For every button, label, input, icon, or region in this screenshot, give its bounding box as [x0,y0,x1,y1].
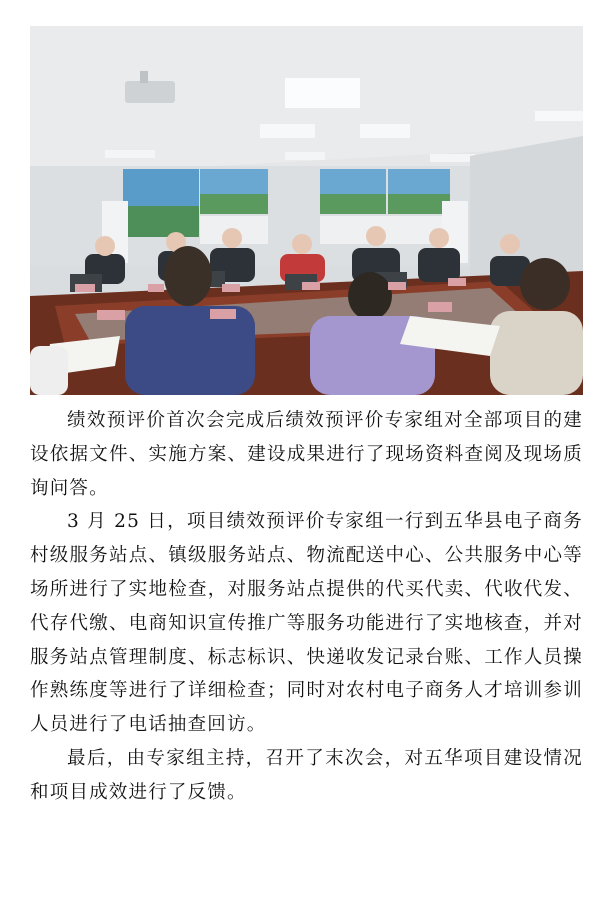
meeting-photo [30,26,583,395]
paragraph-3: 最后，由专家组主持，召开了末次会，对五华项目建设情况和项目成效进行了反馈。 [30,747,583,803]
article-body [30,404,583,810]
paragraph-2: 3 月 25 日，项目绩效预评价专家组一行到五华县电子商务村级服务站点、镇级服务站点、物流配送中心、公共服务中心等场所进行了实地检查，对服务站点提供的代买代卖、代收代发、代存代缴、电商知识宣传推广等服务功能进行了实地核查，并对服务站点管理制度、标志标识、快递收发记录台账、工作人员操作熟练度等进行了详细检查；同时对农村电子商务人才培训参训人员进行了电话抽查回访。 [30,511,583,736]
paragraph-1: 绩效预评价首次会完成后绩效预评价专家组对全部项目的建设依据文件、实施方案、建设成果进行了现场资料查阅及现场质询问答。 [30,410,583,499]
meeting-room-image [30,26,583,395]
